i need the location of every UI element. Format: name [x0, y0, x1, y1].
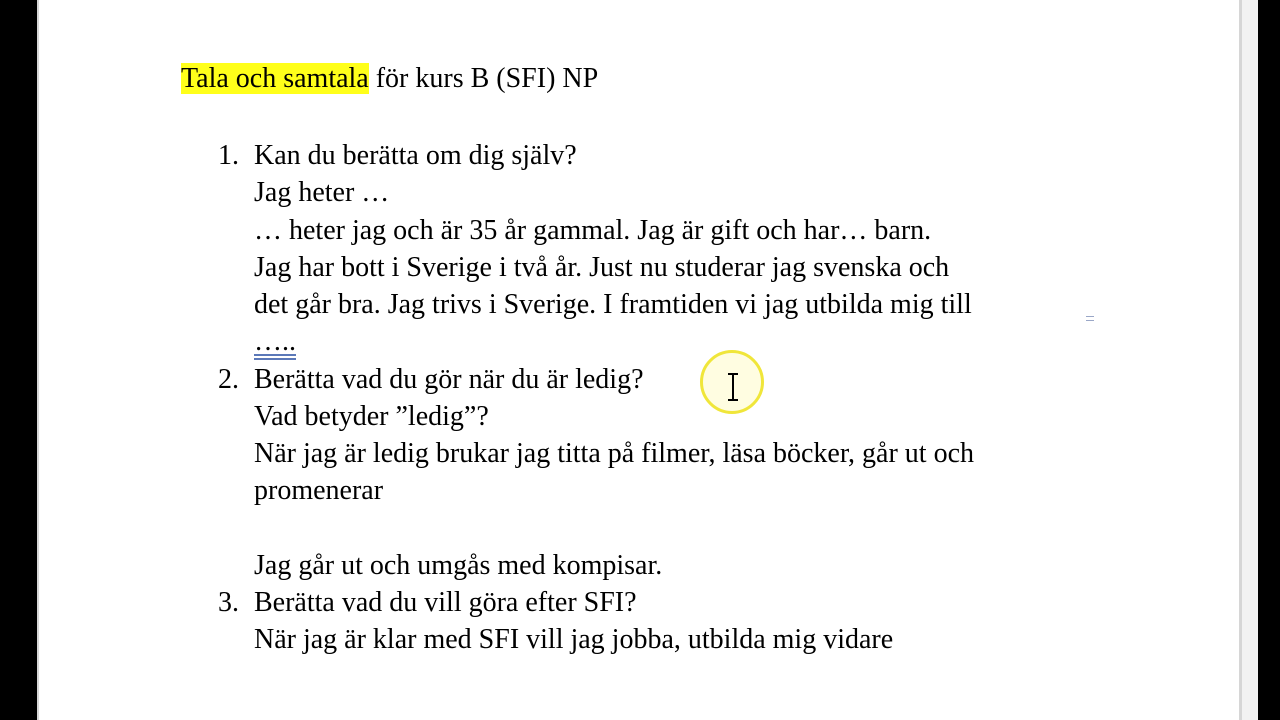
title-rest: för kurs B (SFI) NP [368, 63, 599, 94]
spellcheck-underlined-text: ….. [254, 326, 296, 357]
item-2-line: promenerar [254, 475, 384, 506]
item-3-question: Berätta vad du vill göra efter SFI? [254, 587, 637, 618]
item-2-line: Vad betyder ”ledig”? [254, 401, 489, 432]
right-frame-bar [1258, 0, 1280, 720]
item-1-line: Jag har bott i Sverige i två år. Just nu studerar jag svenska och [254, 252, 950, 283]
item-1-line: det går bra. Jag trivs i Sverige. I framtiden vi jag utbilda mig till [254, 289, 972, 320]
item-1-line [254, 325, 296, 359]
grammar-mark [1086, 316, 1094, 321]
item-2-question: Berätta vad du gör när du är ledig? [254, 364, 644, 395]
document-title [181, 62, 598, 96]
text-ibeam-cursor-icon [726, 372, 740, 402]
item-2-line: Jag går ut och umgås med kompisar. [254, 550, 663, 581]
item-3-line: När jag är klar med SFI vill jag jobba, utbilda mig vidare [254, 624, 894, 655]
item-1-question: Kan du berätta om dig själv? [254, 140, 577, 171]
left-frame-bar [0, 0, 37, 720]
item-1-line: Jag heter … [254, 177, 390, 208]
title-highlight: Tala och samtala [181, 63, 369, 94]
list-number-1: 1. [218, 140, 239, 171]
item-1-line: … heter jag och är 35 år gammal. Jag är gift och har… barn. [254, 215, 932, 246]
item-2-line: När jag är ledig brukar jag titta på filmer, läsa böcker, går ut och [254, 438, 975, 469]
right-margin-strip [1242, 0, 1258, 720]
list-number-3: 3. [218, 587, 239, 618]
list-number-2: 2. [218, 364, 239, 395]
